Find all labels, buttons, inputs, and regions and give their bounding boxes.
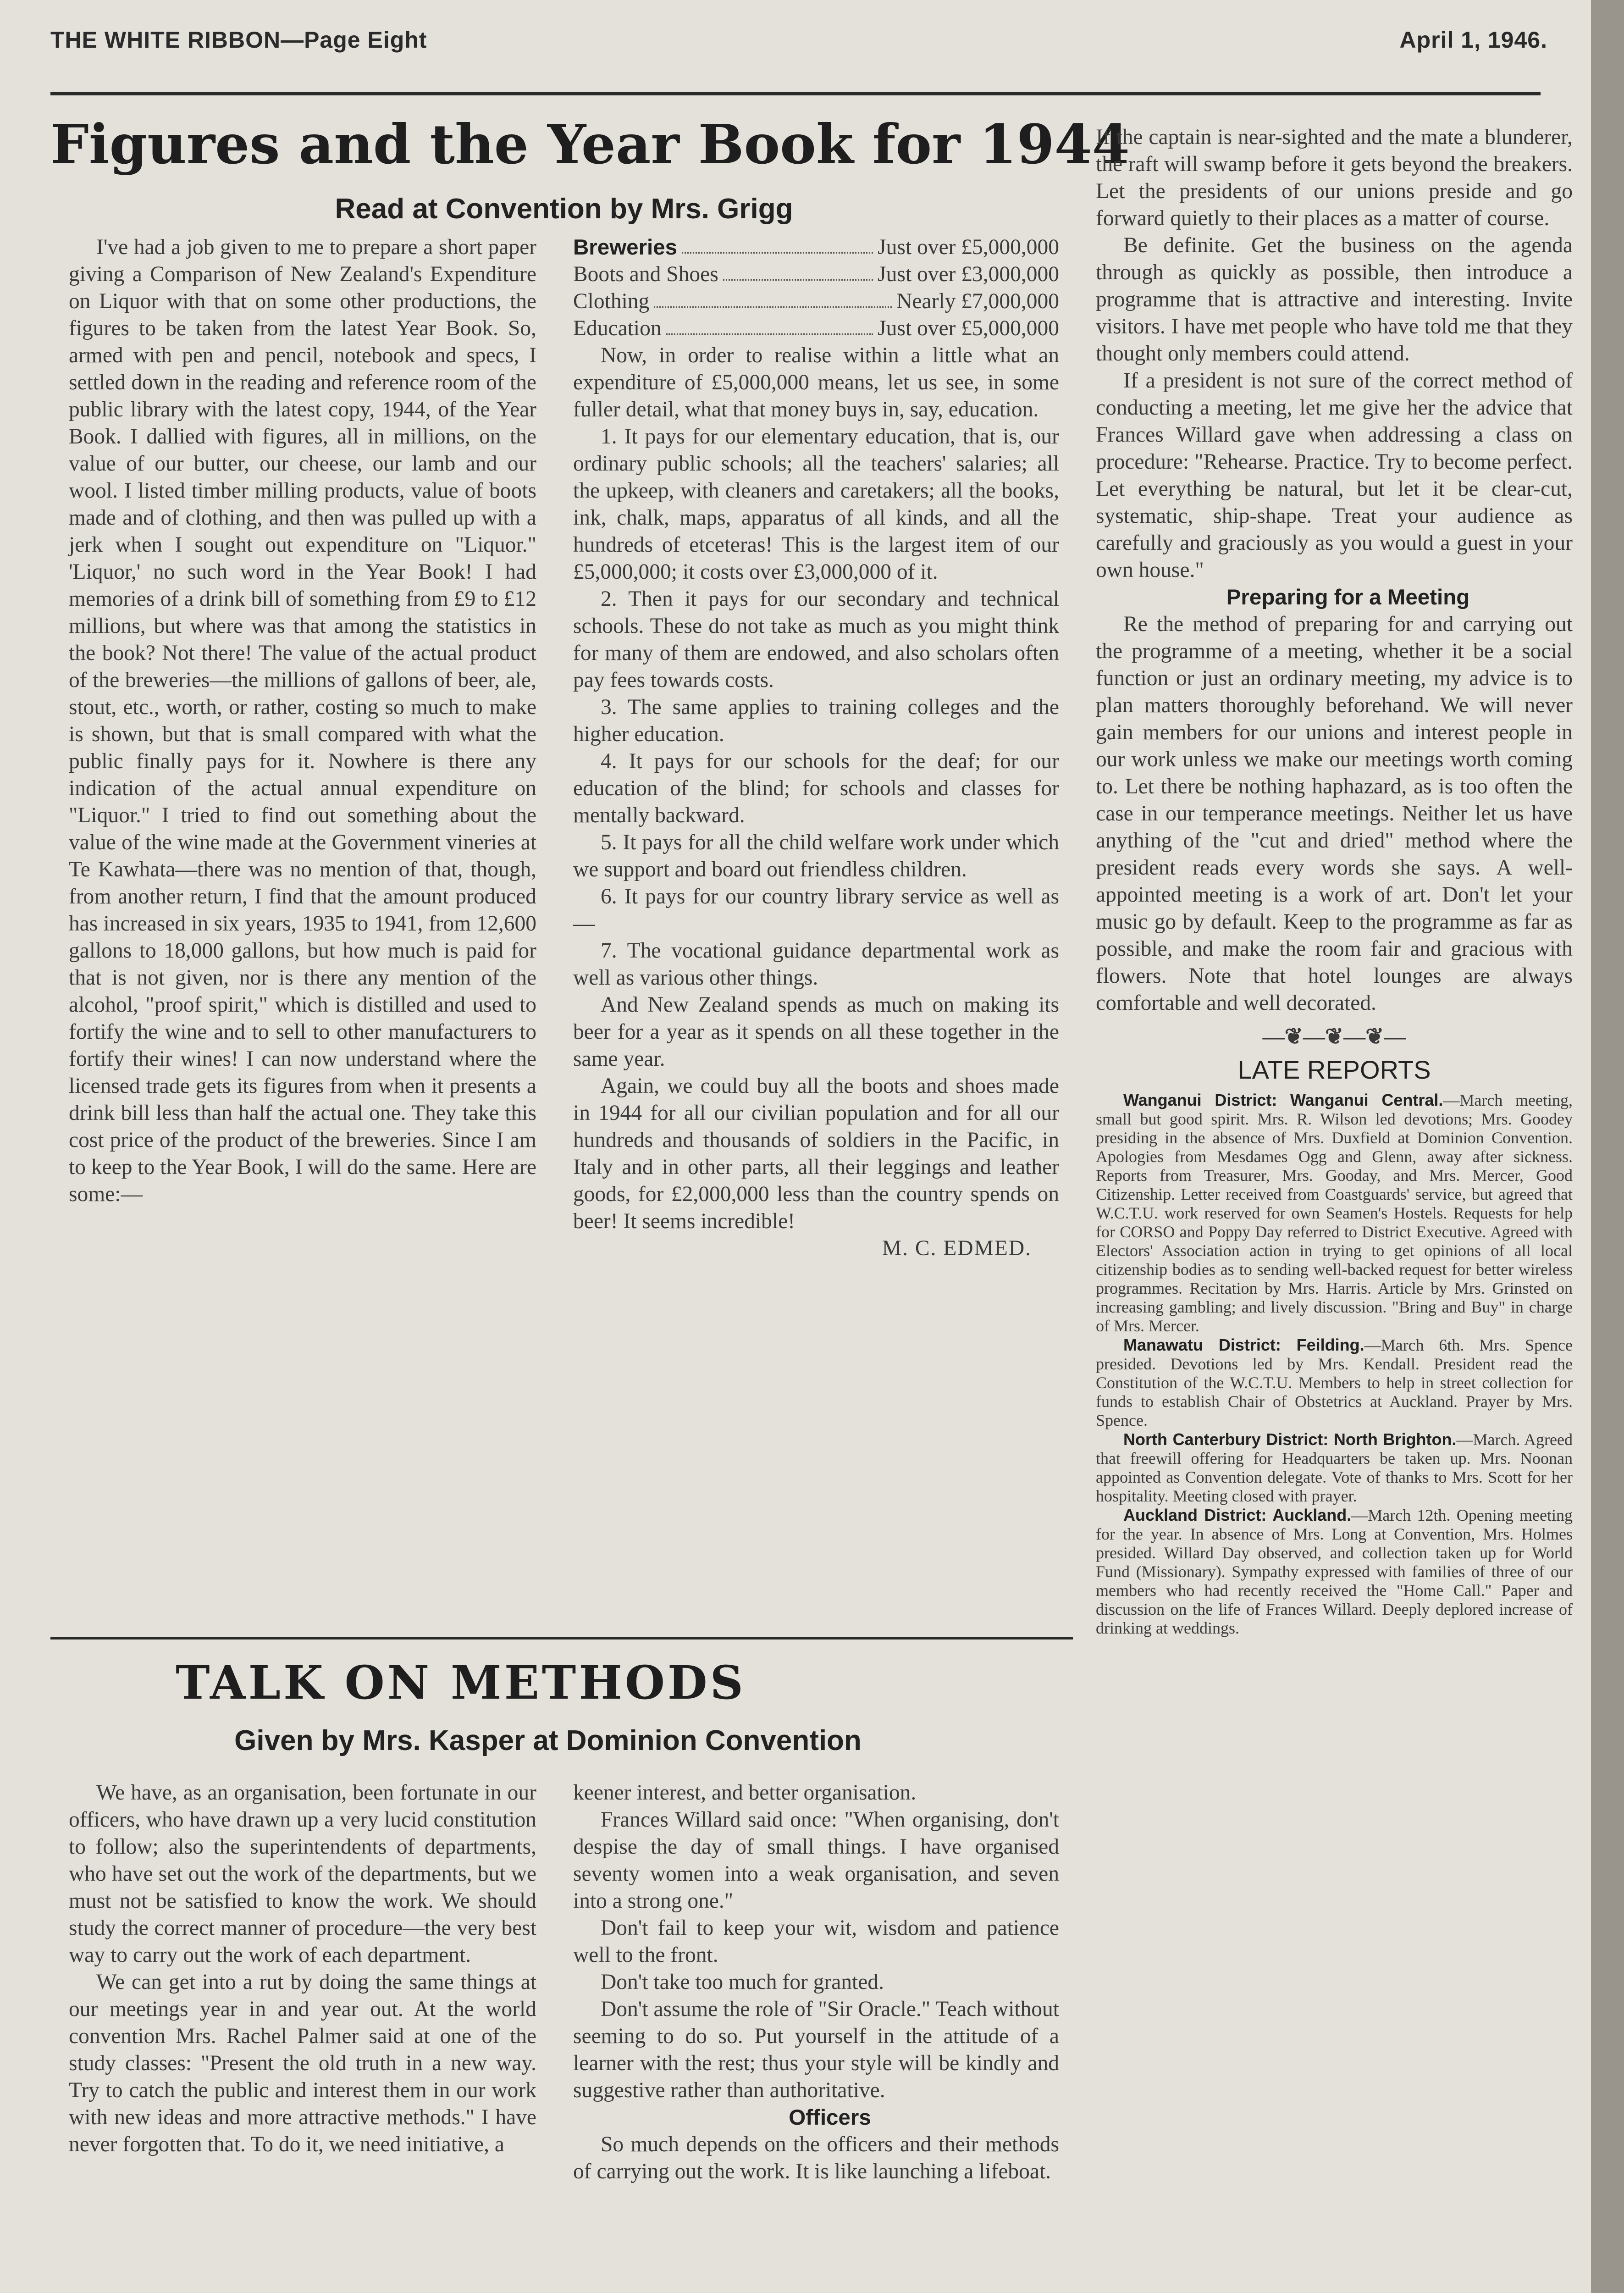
paragraph: 2. Then it pays for our secondary and technical schools. These do not take as much as you might think for many of them are endowed, and also scholars often pay fees towards costs. [573,587,1059,692]
paragraph: Now, in order to realise within a little what an expenditure of £5,000,000 means, let us see, in some fuller detail, what that money buys in, say, education. [573,343,1059,421]
paragraph: 7. The vocational guidance departmental work as well as various other things. [573,939,1059,990]
article2-byline: Given by Mrs. Kasper at Dominion Convention [234,1725,862,1756]
figure-value: Just over £5,000,000 [878,316,1059,340]
figure-value: Just over £5,000,000 [878,235,1059,259]
paragraph: Again, we could buy all the boots and shoes made in 1944 for all our civilian population and for all our hundreds and thousands of soldiers in the Pacific, in Italy and in other parts, all their leggings and leather goods, for £2,000,000 less than the country spends on beer! It seems incredible! [573,1074,1059,1233]
leader-dots [654,288,892,308]
subhead-officers: Officers [789,2105,871,2130]
masthead-date: April 1, 1946. [1399,27,1547,53]
dont-item: Don't assume the role of "Sir Oracle." Teach without seeming to do so. Put yourself in the attitude of a learner with the rest; thus your style will be kindly and suggestive rather than authoritative. [573,1997,1059,2102]
paragraph: Be definite. Get the business on the agenda through as quickly as possible, then introduce a programme that is attractive and interesting. Invite visitors. I have met people who have told me that they thought only members could attend. [1096,233,1573,366]
report-item [1096,1506,1573,1638]
figure-value: Just over £3,000,000 [878,262,1059,286]
paragraph: keener interest, and better organisation. [573,1781,917,1805]
paragraph: 4. It pays for our schools for the deaf; for our education of the blind; for schools and classes for mentally backward. [573,749,1059,827]
article2-column-1 [69,1779,536,2158]
subhead-preparing: Preparing for a Meeting [1226,585,1470,609]
paragraph: If the captain is near-sighted and the mate a blunderer, the raft will swamp before it gets beyond the breakers. Let the presidents of our unions preside and go forward quietly to their places as a matter of course. [1096,125,1573,230]
late-reports-heading: LATE REPORTS [1237,1055,1431,1084]
article1-column-2 [573,234,1059,1262]
section-ornament: —❦—❦—❦— [1262,1025,1406,1049]
article1-signature: M. C. EDMED. [882,1236,1032,1260]
report-item [1096,1430,1573,1506]
figure-label: Education [573,316,662,340]
dont-item: Don't fail to keep your wit, wisdom and patience well to the front. [573,1916,1059,1967]
article1-byline: Read at Convention by Mrs. Grigg [335,193,793,225]
report-item [1096,1091,1573,1335]
figure-row [573,288,1059,315]
report-item [1096,1335,1573,1430]
article1-column-1 [69,234,536,1208]
paragraph: Frances Willard said once: "When organising, don't despise the day of small things. I have organised seventy women into a weak organisation, and seven into a strong one." [573,1808,1059,1913]
section-rule [50,1637,1073,1639]
masthead-title: THE WHITE RIBBON—Page Eight [50,27,427,53]
report-text: —March meeting, small but good spirit. Mrs. R. Wilson led devotions; Mrs. Goodey presiding in the absence of Mrs. Duxfield at Dominion Convention. Apologies from Mesdames Ogg and Glenn, away after sickness. Reports from Treasurer, Mrs. Gooday, and Mrs. Mercer, Good Citizenship. Letter received from Coastguards' service, but agreed that W.C.T.U. work reserved for own Seamen's Hostels. Requests for help for CORSO and Poppy Day referred to District Executive. Agreed with Electors' Association action in trying to get opinions of all local citizenship bodies as to sending well-backed request for better wireless programmes. Recitation by Mrs. Harris. Article by Mrs. Grinsted on increasing gambling; and lively discussion. "Bring and Buy" in charge of Mrs. Mercer. [1096,1091,1573,1335]
paragraph: We have, as an organisation, been fortunate in our officers, who have drawn up a very lucid constitution to follow; also the superintendents of departments, who have set out the work of the departments, but we must not be satisfied to know the work. We should study the correct manner of procedure—the very best way to carry out the work of each department. [69,1781,536,1967]
paragraph: 5. It pays for all the child welfare work under which we support and board out friendless children. [573,831,1059,881]
figure-row [573,315,1059,342]
figure-row [573,261,1059,288]
figure-label: Clothing [573,289,650,313]
paragraph: And New Zealand spends as much on making its beer for a year as it spends on all these together in the same year. [573,993,1059,1071]
leader-dots [723,261,873,281]
dont-item: Don't take too much for granted. [601,1970,884,1994]
late-reports [1096,1091,1573,1638]
article2-title: TALK ON METHODS [176,1656,746,1710]
article2-column-2 [573,1779,1059,2185]
report-district: Manawatu District: Feilding. [1123,1335,1364,1354]
report-district: Wanganui District: Wanganui Central. [1123,1091,1443,1109]
paragraph: If a president is not sure of the correct method of conducting a meeting, let me give her the advice that Frances Willard gave when addressing a class on procedure: "Rehearse. Practice. Try to become perfect. Let everything be natural, but let it be clear-cut, systematic, ship-shape. Treat your audience as carefully and graciously as you would a guest in your own house." [1096,369,1573,582]
leader-dots [666,315,873,335]
figure-row [573,234,1059,261]
paragraph: 1. It pays for our elementary education, that is, our ordinary public schools; all the teachers' salaries; all the upkeep, with cleaners and caretakers; all the books, ink, chalk, maps, apparatus of all kinds, and all the hundreds of etceteras! This is the largest item of our £5,000,000; it costs over £3,000,000 of it. [573,425,1059,584]
figure-label: Breweries [573,235,678,260]
paragraph: So much depends on the officers and their methods of carrying out the work. It is like launching a lifeboat. [573,2132,1059,2183]
report-district: North Canterbury District: North Brighton. [1123,1430,1457,1449]
leader-dots [682,234,873,254]
report-text: —March 6th. Mrs. Spence presided. Devotions led by Mrs. Kendall. President read the Constitution of the W.C.T.U. Members to help in street collection for funds to establish Chair of Obstetrics at Auckland. Prayer by Mrs. Spence. [1096,1336,1573,1429]
paragraph: 6. It pays for our country library service as well as— [573,885,1059,936]
paragraph: Re the method of preparing for and carrying out the programme of a meeting, whether it be a social function or just an ordinary meeting, my advice is to plan matters thoroughly beforehand. We will never gain members for our unions and interest people in our work unless we make our meetings worth coming to. Let there be nothing haphazard, as is too often the case in our temperance meetings. Neither let us have anything of the "cut and dried" method where the president reads every words she says. A well-appointed meeting is a work of art. Don't let your music go by default. Keep to the programme as far as possible, and make the room fair and gracious with flowers. Note that hotel lounges are always comfortable and well decorated. [1096,612,1573,1015]
report-text: —March 12th. Opening meeting for the year. In absence of Mrs. Long at Convention, Mrs. Holmes presided. Willard Day observed, and collection taken up for World Fund (Missionary). Sympathy expressed with families of three of our members who had recently received the "Home Call." Paper and discussion on the life of Frances Willard. Deeply deplored increase of drinking at weddings. [1096,1506,1573,1637]
paragraph: 3. The same applies to training colleges and the higher education. [573,695,1059,746]
paragraph: I've had a job given to me to prepare a short paper giving a Comparison of New Zealand's Expenditure on Liquor with that on some other productions, the figures to be taken from the latest Year Book. So, armed with pen and pencil, notebook and specs, I settled down in the reading and reference room of the public library with the latest copy, 1944, of the Year Book. I dallied with figures, all in millions, on the value of our butter, our cheese, our lamb and our wool. I listed timber milling products, value of boots made and of clothing, and then was pulled up with a jerk when I sought out expenditure on "Liquor." 'Liquor,' no such word in the Year Book! I had memories of a drink bill of something from £9 to £12 millions, but where was that among the statistics in the book? Not there! The value of the actual product of the breweries—the millions of gallons of beer, ale, stout, etc., worth, or rather, costing so much to make is shown, but that is small compared with what the public finally pays for it. Nowhere is there any indication of the actual annual expenditure on "Liquor." I tried to find out something about the value of the wine made at the Government vineries at Te Kawhata—there was no mention of that, though, from another return, I find that the amount produced has increased in six years, 1935 to 1941, from 12,600 gallons to 18,000 gallons, but how much is paid for that is not given, nor is there any mention of the alcohol, "proof spirit," which is distilled and used to fortify the wine and to sell to other manufacturers to fortify their wines! I can now understand where the licensed trade gets its figures from when it presents a drink bill less than half the actual one. They take this cost price of the product of the breweries. Since I am to keep to the Year Book, I will do the same. Here are some:— [69,235,536,1206]
page-edge-shadow [1591,0,1624,2293]
report-district: Auckland District: Auckland. [1123,1506,1352,1524]
article1-title: Figures and the Year Book for 1944 [50,112,1130,176]
column-3 [1096,124,1573,1638]
paragraph: We can get into a rut by doing the same things at our meetings year in and year out. At the world convention Mrs. Rachel Palmer said at one of the study classes: "Present the old truth in a new way. Try to catch the public and interest them in our work with new ideas and more attractive methods." I have never forgotten that. To do it, we need initiative, a [69,1970,536,2156]
figure-label: Boots and Shoes [573,262,718,286]
figure-value: Nearly £7,000,000 [896,289,1059,313]
masthead-rule [50,92,1541,95]
report-text: —March. Agreed that freewill offering for Headquarters be taken up. Mrs. Noonan appointed as Convention delegate. Vote of thanks to Mrs. Scott for her hospitality. Meeting closed with prayer. [1096,1430,1573,1505]
